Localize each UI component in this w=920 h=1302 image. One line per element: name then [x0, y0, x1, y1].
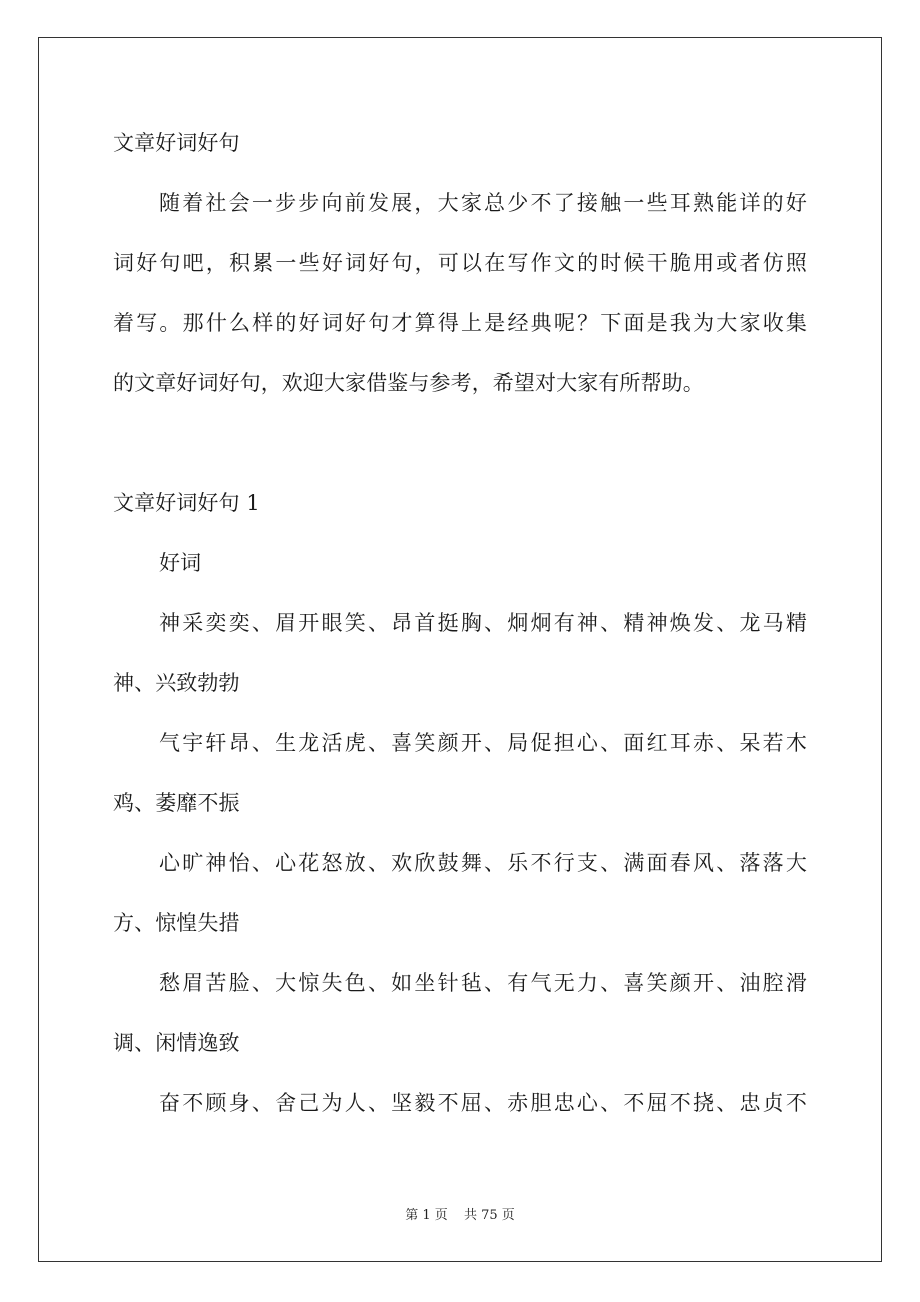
word-line-8: 调、闲情逸致 [113, 1031, 240, 1055]
word-line-6: 方、惊惶失措 [113, 911, 240, 935]
page-number: 第 1 页 [405, 1208, 448, 1223]
word-line-7: 愁眉苦脸、大惊失色、如坐针毡、有气无力、喜笑颜开、油腔滑 [159, 971, 807, 995]
intro-line-4: 的文章好词好句，欢迎大家借鉴与参考，希望对大家有所帮助。 [113, 371, 704, 395]
intro-line-2: 词好句吧，积累一些好词好句，可以在写作文的时候干脆用或者仿照 [113, 251, 807, 275]
word-line-5: 心旷神怡、心花怒放、欢欣鼓舞、乐不行支、满面春风、落落大 [159, 851, 807, 875]
page-footer [0, 1207, 920, 1225]
document-title: 文章好词好句 [113, 131, 240, 155]
subheading-good-words: 好词 [159, 551, 202, 575]
section-title: 文章好词好句 1 [113, 491, 260, 515]
word-line-9: 奋不顾身、舍己为人、坚毅不屈、赤胆忠心、不屈不挠、忠贞不 [159, 1091, 807, 1115]
word-line-2: 神、兴致勃勃 [113, 671, 240, 695]
page-border [38, 37, 882, 1262]
intro-line-1: 随着社会一步步向前发展，大家总少不了接触一些耳熟能详的好 [159, 191, 807, 215]
word-line-1: 神采奕奕、眉开眼笑、昂首挺胸、炯炯有神、精神焕发、龙马精 [159, 611, 807, 635]
intro-line-3: 着写。那什么样的好词好句才算得上是经典呢？下面是我为大家收集 [113, 311, 807, 335]
page-total: 共 75 页 [463, 1208, 515, 1223]
word-line-3: 气宇轩昂、生龙活虎、喜笑颜开、局促担心、面红耳赤、呆若木 [159, 731, 807, 755]
word-line-4: 鸡、萎靡不振 [113, 791, 240, 815]
